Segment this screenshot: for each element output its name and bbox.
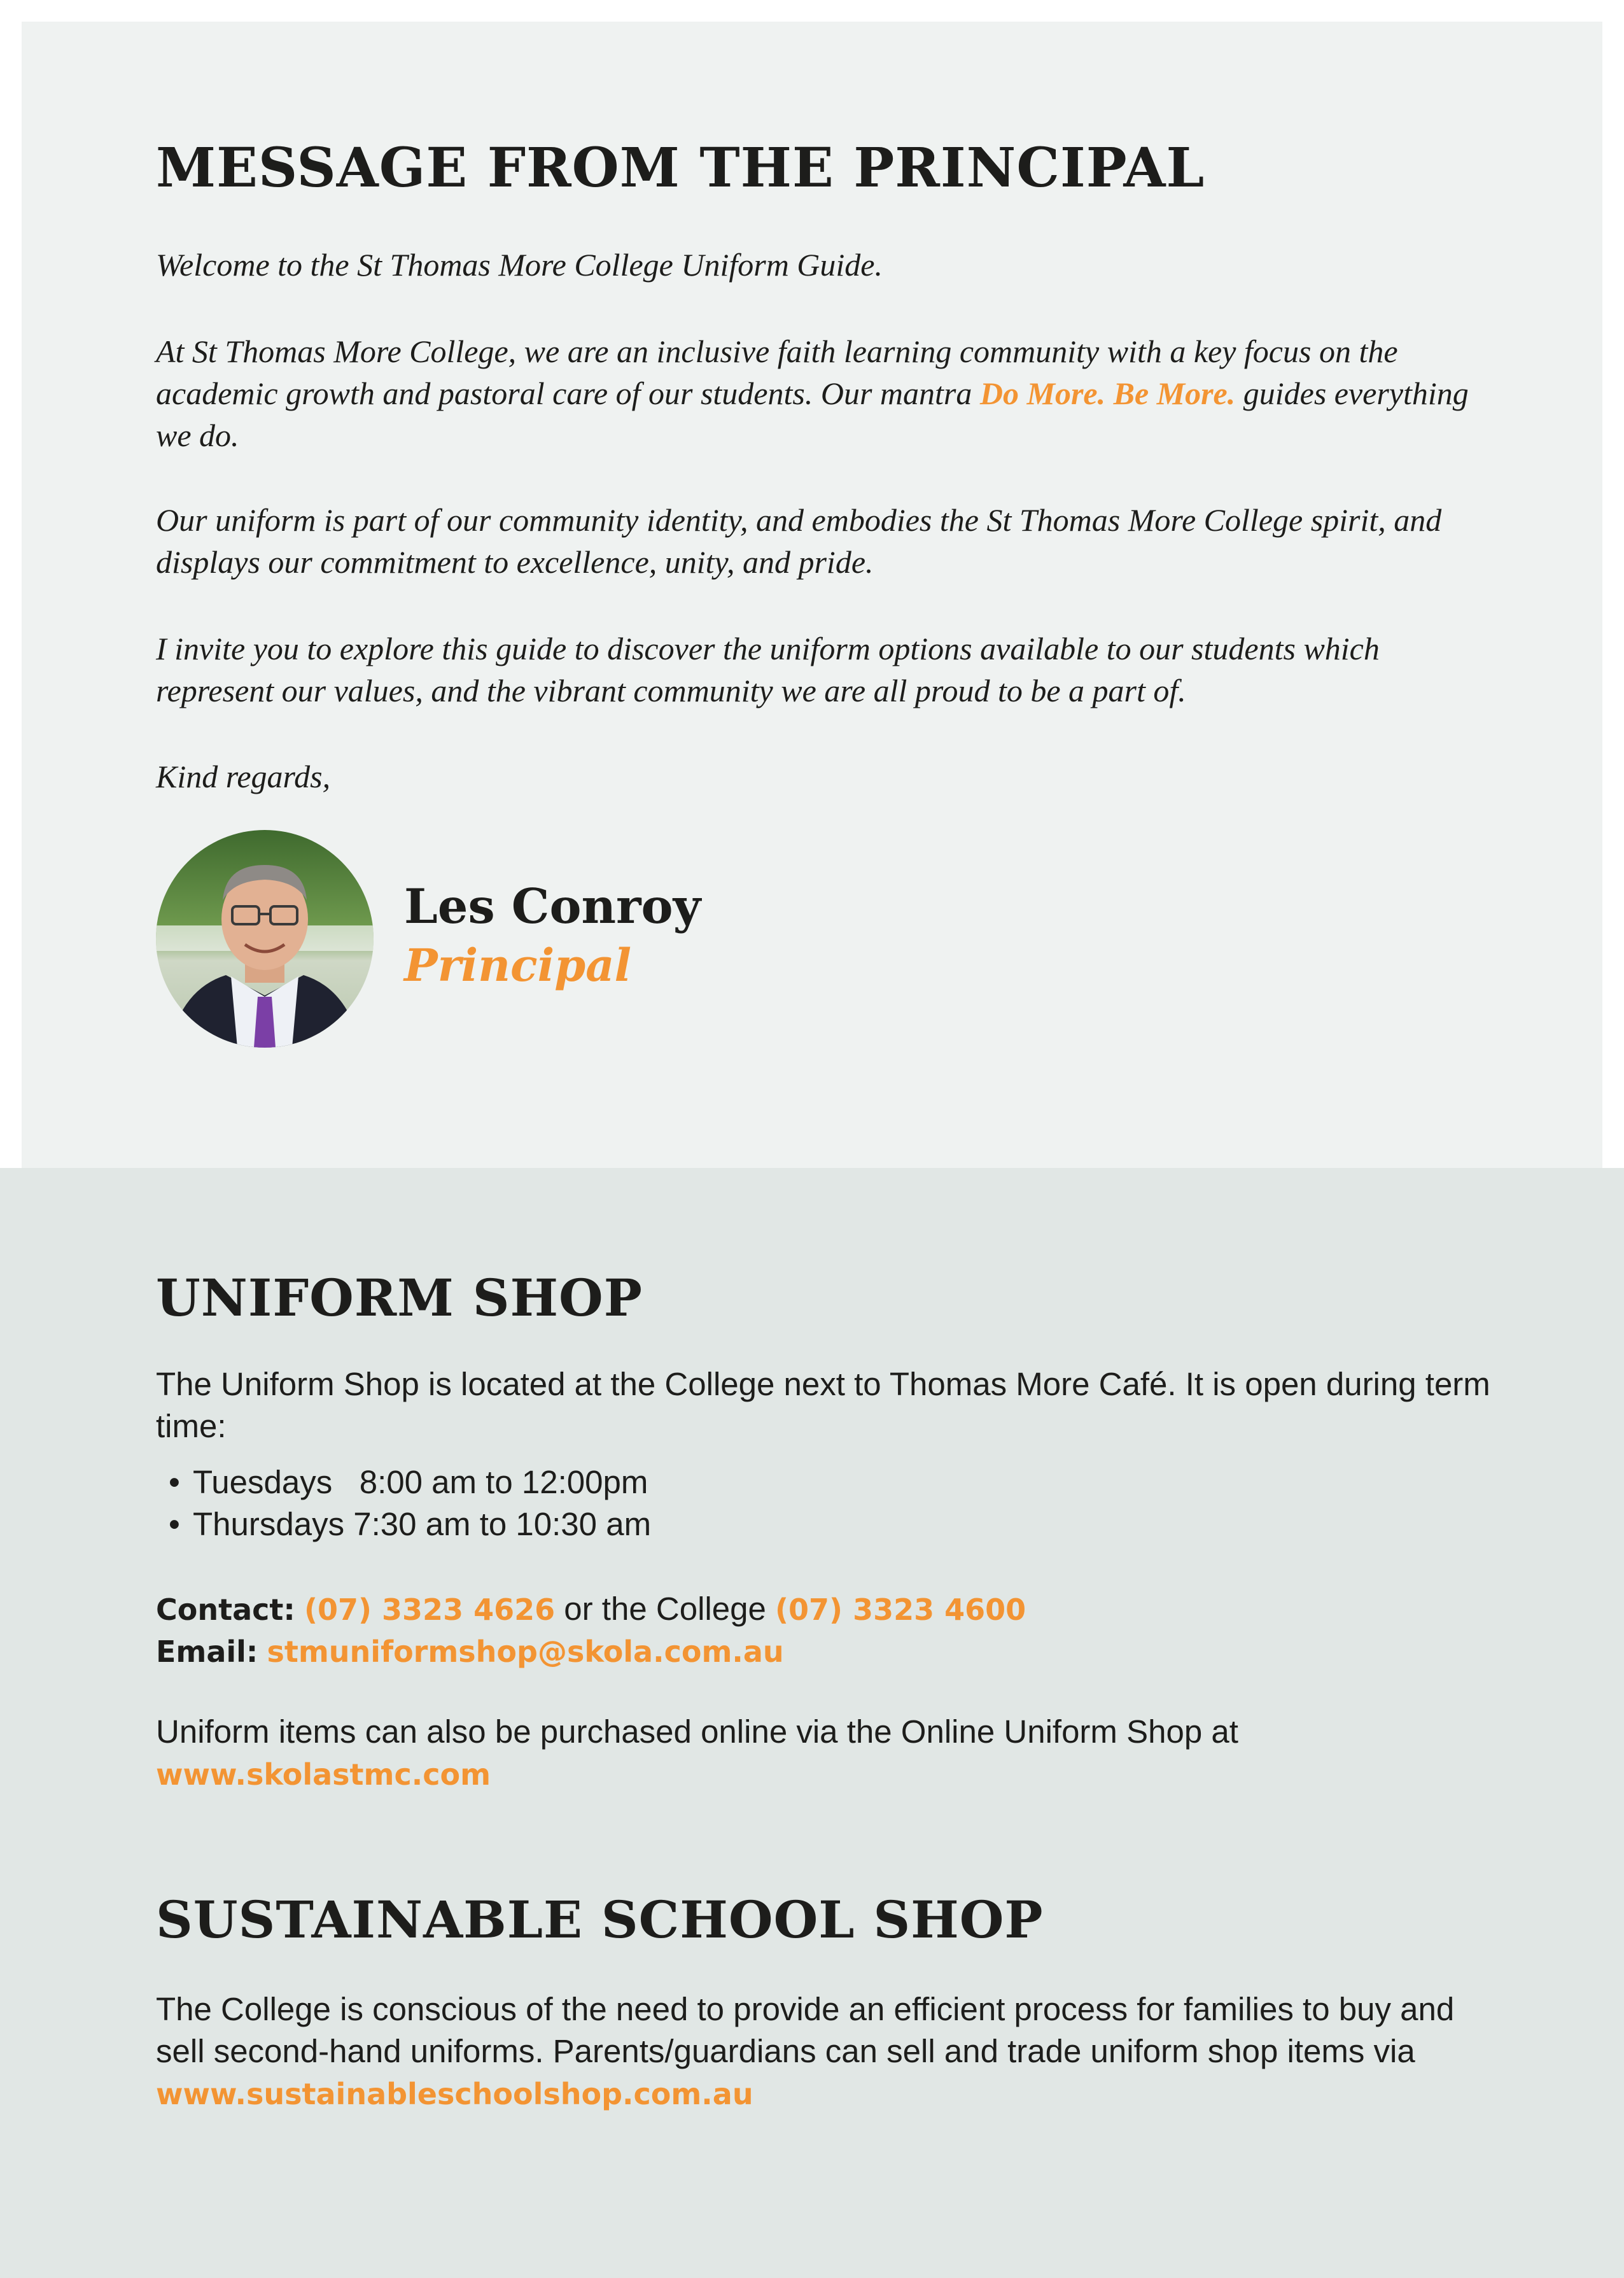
mantra-paragraph xyxy=(156,330,1480,456)
principal-role: Principal xyxy=(404,939,632,992)
principal-photo xyxy=(156,830,374,1048)
shop-email-link[interactable]: stmuniformshop@skola.com.au xyxy=(267,1635,784,1669)
shop-phone-link[interactable]: (07) 3323 4626 xyxy=(304,1592,556,1627)
sustainable-shop-heading: SUSTAINABLE SCHOOL SHOP xyxy=(156,1890,1044,1950)
college-phone-link[interactable]: (07) 3323 4600 xyxy=(775,1592,1026,1627)
opening-hours-item: • Tuesdays 8:00 am to 12:00pm xyxy=(156,1461,1505,1503)
online-shop-text: Uniform items can also be purchased online via the Online Uniform Shop at xyxy=(156,1713,1238,1750)
online-shop-link[interactable]: www.skolastmc.com xyxy=(156,1757,491,1792)
mantra-paragraph-start: At St Thomas More College, we are an inclusive faith learning community with a key focus on the academic growth and pastoral care of our students. Our mantra xyxy=(156,334,1398,411)
opening-hours-item: • Thursdays 7:30 am to 10:30 am xyxy=(156,1503,1505,1545)
mantra-paragraph-end: guides everything we do. xyxy=(156,376,1469,453)
email-label: Email: xyxy=(156,1635,258,1669)
uniform-shop-heading: UNIFORM SHOP xyxy=(156,1268,643,1328)
principal-name: Les Conroy xyxy=(404,878,701,934)
sustainable-shop-text xyxy=(156,1988,1505,2115)
mantra-highlight: Do More. Be More. xyxy=(979,376,1236,411)
uniform-identity-paragraph: Our uniform is part of our community identity, and embodies the St Thomas More College spirit, and displays our commitment to excellence, unity, and pride. xyxy=(156,502,1442,580)
invite-paragraph: I invite you to explore this guide to discover the uniform options available to our students which represent our values, and the vibrant community we are all proud to be a part of. xyxy=(156,631,1380,708)
principal-message-heading: MESSAGE FROM THE PRINCIPAL xyxy=(156,136,1205,200)
principal-portrait-illustration xyxy=(156,830,374,1048)
contact-label: Contact: xyxy=(156,1592,295,1627)
sustainable-shop-description: The College is conscious of the need to provide an efficient process for families to buy and sell second-hand uniforms. Parents/guardians can sell and trade uniform shop items via xyxy=(156,1991,1455,2069)
welcome-text: Welcome to the St Thomas More College Uniform Guide. xyxy=(156,247,883,283)
opening-hours-list xyxy=(156,1461,1505,1545)
online-shop-line xyxy=(156,1753,1505,1796)
sustainable-shop-link[interactable]: www.sustainableschoolshop.com.au xyxy=(156,2077,753,2111)
contact-middle-text: or the College xyxy=(555,1591,775,1627)
email-line xyxy=(156,1630,1505,1673)
sign-off: Kind regards, xyxy=(156,759,331,794)
uniform-shop-intro: The Uniform Shop is located at the College next to Thomas More Café. It is open during term time: xyxy=(156,1366,1490,1444)
contact-line xyxy=(156,1588,1505,1631)
